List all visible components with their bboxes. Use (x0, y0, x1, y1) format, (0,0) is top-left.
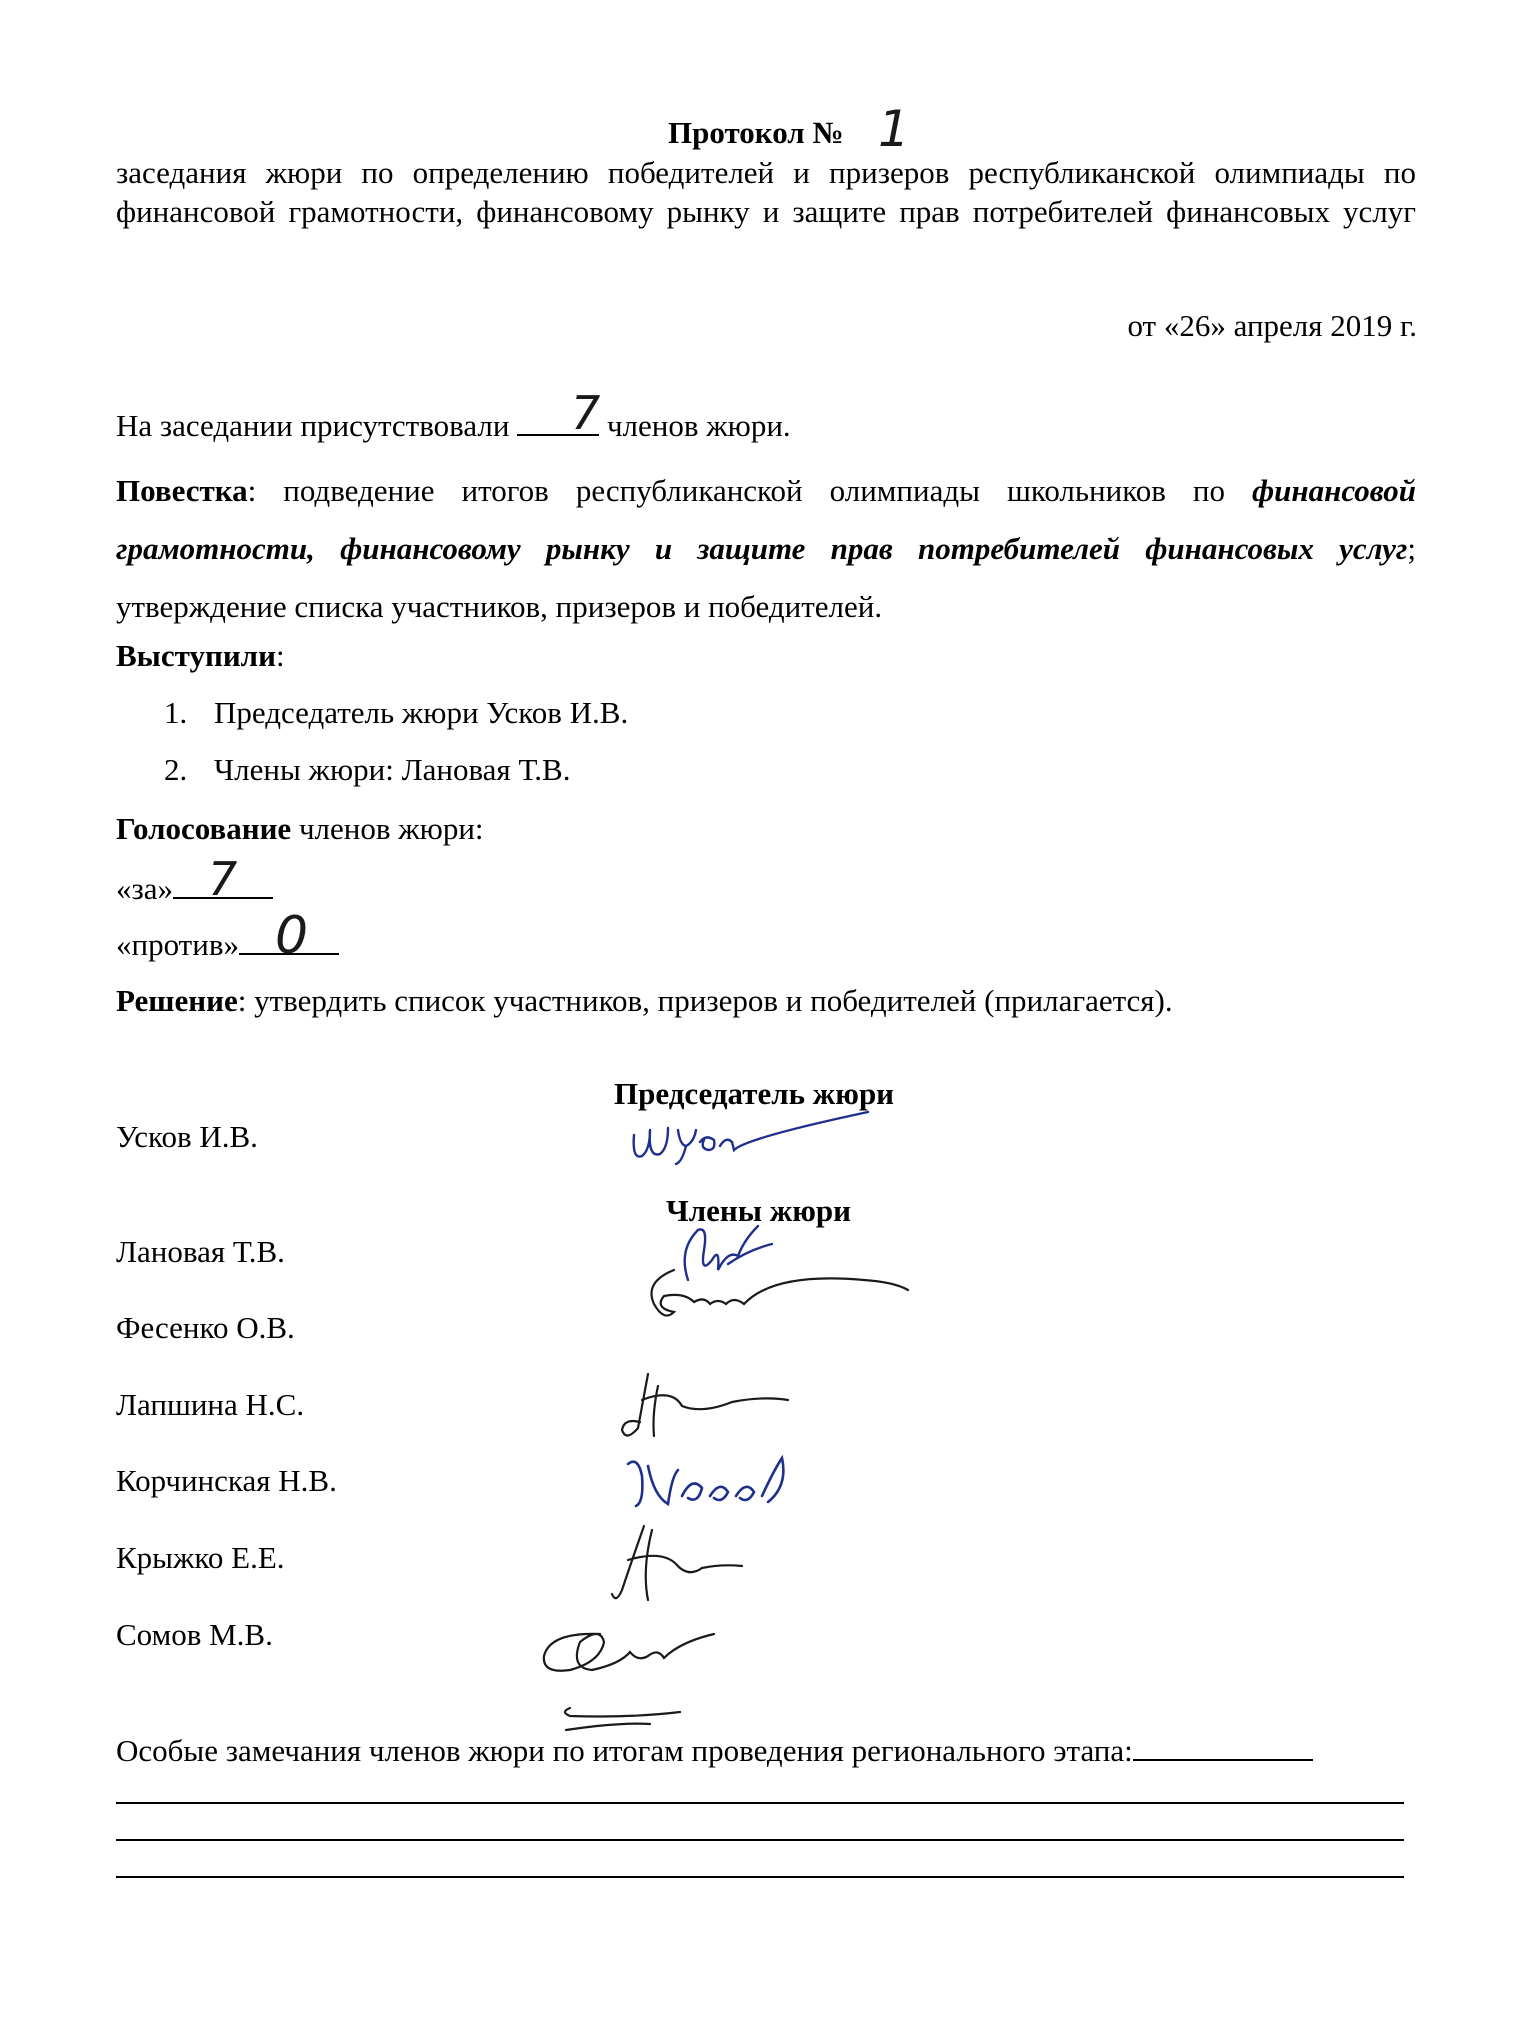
member-name: Сомов М.В. (116, 1617, 273, 1652)
agenda-text-after: ; утверждение списка участников, призеров и победителей. (116, 531, 1416, 624)
speaker-item (164, 694, 628, 733)
member-signature (634, 1252, 914, 1332)
agenda-text-before: : подведение итогов республиканской олимпиады школьников по (247, 473, 1252, 508)
member-name: Фесенко О.В. (116, 1310, 295, 1345)
attendance-prefix: На заседании присутствовали (116, 408, 510, 443)
protocol-subtitle: заседания жюри по определению победителей и призеров республиканской олимпиады по финансовой грамотности, финансовому рынку и защите прав потребителей финансовых услуг (116, 155, 1416, 229)
speaker-item (164, 751, 570, 790)
vote-against-label: «против» (116, 927, 239, 962)
members-heading: Члены жюри (666, 1193, 851, 1228)
member-signature (612, 1366, 792, 1446)
member-name: Лапшина Н.С. (116, 1387, 305, 1422)
voting-heading (116, 810, 484, 849)
speaker-item-num: 2. (164, 752, 188, 787)
member-name: Лановая Т.В. (116, 1234, 285, 1269)
decision-label: Решение (116, 983, 238, 1018)
voting-suffix: членов жюри: (291, 811, 484, 846)
agenda-paragraph (116, 462, 1416, 636)
voting-label: Голосование (116, 811, 292, 846)
remarks-rule (116, 1876, 1404, 1878)
attendance-count-handwritten: 7 (571, 386, 601, 440)
member-signature (530, 1612, 730, 1742)
vote-against-value-handwritten: 0 (275, 906, 309, 966)
chair-name: Усков И.В. (116, 1119, 258, 1154)
protocol-date: от «26» апреля 2019 г. (1127, 308, 1417, 343)
remarks-rule (116, 1802, 1404, 1804)
speakers-label: Выступили (116, 638, 276, 673)
remarks-rule (116, 1839, 1404, 1841)
member-signature (592, 1520, 752, 1610)
vote-for-label: «за» (116, 871, 174, 906)
protocol-title-label: Протокол № (668, 115, 844, 150)
speakers-heading (116, 637, 285, 676)
speakers-colon: : (275, 638, 285, 673)
remarks-text: Особые замечания членов жюри по итогам проведения регионального этапа: (116, 1733, 1133, 1768)
agenda-label: Повестка (116, 473, 248, 508)
protocol-number-handwritten: 1 (878, 100, 910, 158)
attendance-line (116, 406, 791, 446)
member-name: Корчинская Н.В. (116, 1463, 337, 1498)
remarks-line (116, 1731, 1313, 1771)
vote-for-value-handwritten: 7 (208, 852, 238, 906)
attendance-suffix: членов жюри. (606, 408, 791, 443)
protocol-title (668, 114, 844, 153)
remarks-blank (1133, 1731, 1313, 1761)
chair-signature (628, 1090, 888, 1170)
speaker-item-text: Председатель жюри Усков И.В. (214, 695, 629, 730)
speaker-item-num: 1. (164, 695, 188, 730)
decision-text: : утвердить список участников, призеров и победителей (прилагается). (237, 983, 1173, 1018)
member-signature (618, 1446, 798, 1516)
member-name: Крыжко Е.Е. (116, 1540, 285, 1575)
decision-line (116, 982, 1173, 1021)
vote-for-line (116, 869, 273, 909)
chair-heading: Председатель жюри (614, 1076, 895, 1111)
speaker-item-text: Члены жюри: Лановая Т.В. (214, 752, 571, 787)
agenda-emphasis: финансовой грамотности, финансовому рынку и защите прав потребителей финансовых услуг (116, 473, 1416, 566)
